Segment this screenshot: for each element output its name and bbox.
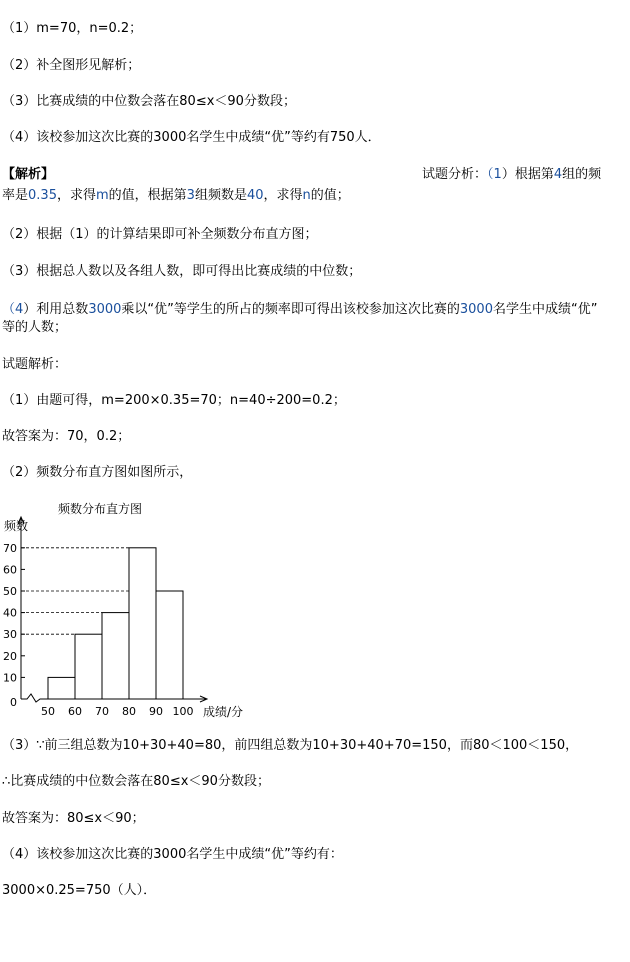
solution-3-conclusion: ∴比赛成绩的中位数会落在80≤x＜90分数段；	[2, 774, 270, 789]
x-tick-label: 80	[122, 705, 136, 718]
y-tick-label: 0	[10, 696, 17, 709]
y-axis-label: 频数	[4, 519, 29, 533]
answer-4: （4）该校参加这次比赛的3000名学生中成绩“优”等约有750人．	[2, 130, 381, 145]
y-tick-label: 30	[3, 628, 17, 642]
y-tick-label: 50	[3, 585, 17, 598]
x-tick-label: 60	[68, 705, 82, 718]
hint-line-4: （3）根据总人数以及各组人数，即可得出比赛成绩的中位数；	[2, 264, 362, 279]
hint-line-6: 等的人数；	[2, 320, 68, 335]
chart-title: 频数分布直方图	[58, 502, 143, 516]
histogram-bar	[75, 634, 102, 699]
analysis-heading: 【解析】	[2, 167, 55, 182]
x-tick-label: 90	[149, 705, 163, 718]
solution-2: （2）频数分布直方图如图所示，	[2, 465, 193, 480]
x-tick-label: 70	[95, 705, 109, 718]
answer-2: （2）补全图形见解析；	[2, 58, 141, 73]
hint-line-1: 试题分析：（1）根据第4组的频	[422, 167, 602, 182]
solution-1-answer: 故答案为：70，0.2；	[2, 429, 131, 444]
solution-4: （4）该校参加这次比赛的3000名学生中成绩“优”等约有：	[2, 847, 343, 862]
histogram-bar	[102, 613, 129, 699]
x-tick-label: 50	[41, 705, 55, 718]
x-tick-label: 100	[172, 705, 194, 718]
solution-4-calc: 3000×0.25=750（人）．	[2, 883, 157, 898]
histogram-bar	[129, 548, 156, 699]
y-tick-label: 10	[3, 671, 17, 685]
histogram-chart	[0, 492, 270, 724]
answer-3: （3）比赛成绩的中位数会落在80≤x＜90分数段；	[2, 94, 296, 109]
solution-3: （3）∵前三组总数为10+30+40=80，前四组总数为10+30+40+70=150，而80＜100＜150，	[2, 738, 579, 753]
y-tick-label: 70	[3, 541, 17, 555]
hint-label: 试题分析：	[422, 167, 488, 182]
y-tick-label: 40	[3, 606, 17, 620]
solution-3-answer: 故答案为：80≤x＜90；	[2, 811, 145, 826]
y-tick-label: 20	[3, 649, 17, 663]
solution-1: （1）由题可得，m=200×0.35=70；n=40÷200=0.2；	[2, 393, 346, 408]
answer-1: （1）m=70，n=0.2；	[2, 21, 143, 36]
histogram-bar	[156, 591, 183, 699]
solution-label: 试题解析：	[2, 357, 68, 372]
hint-line-3: （2）根据（1）的计算结果即可补全频数分布直方图；	[2, 227, 318, 242]
y-tick-label: 60	[3, 563, 17, 577]
x-axis-label: 成绩/分	[203, 705, 244, 719]
hint-line-2: 率是0.35，求得m的值，根据第3组频数是40，求得n的值；	[2, 188, 350, 203]
histogram-bar	[48, 677, 75, 699]
hint-line-5: （4）利用总数3000乘以“优”等学生的所占的频率即可得出该校参加这次比赛的3000名学生中成绩“优”	[2, 302, 598, 317]
